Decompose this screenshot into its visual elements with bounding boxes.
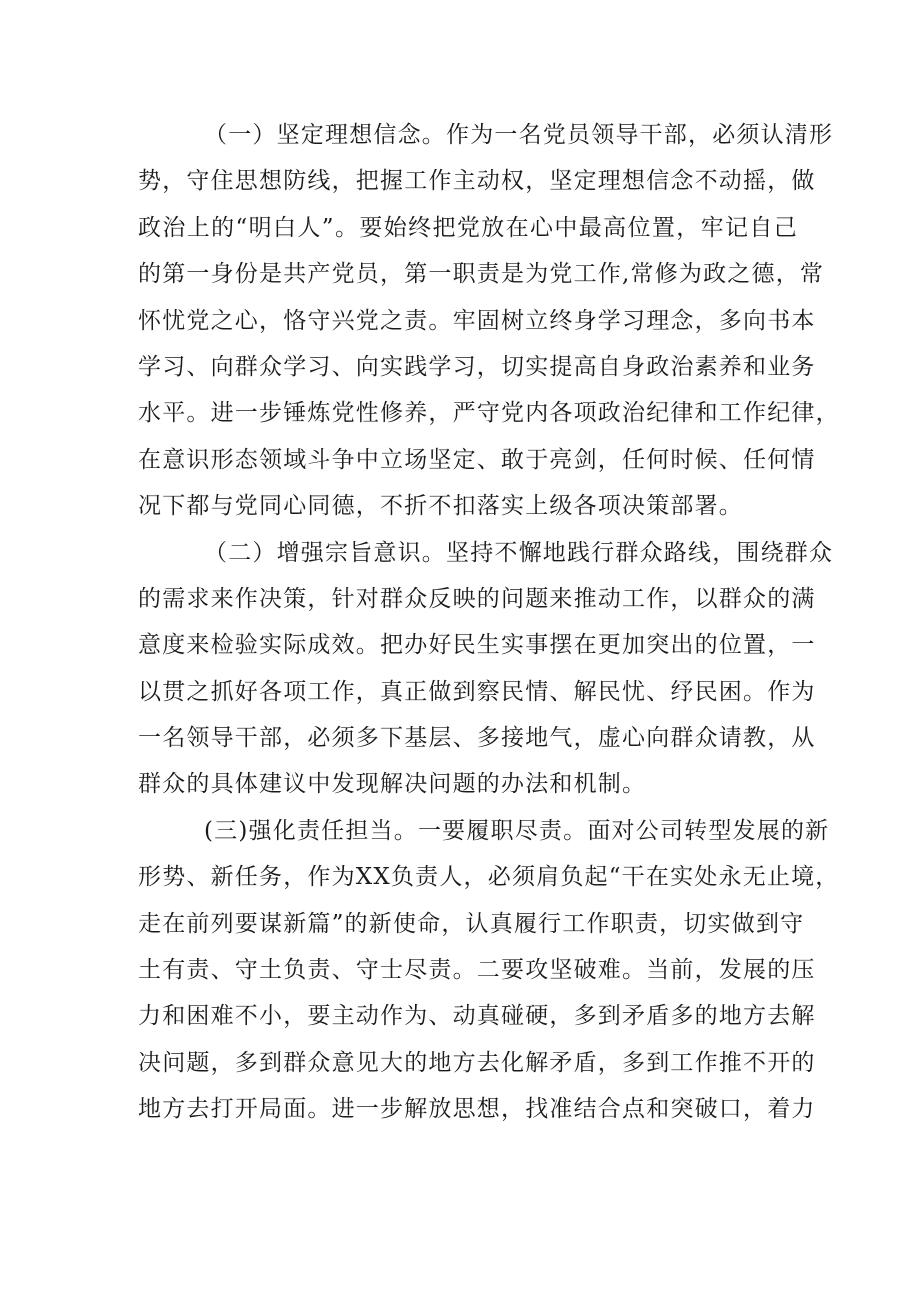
paragraph-line: （一）坚定理想信念。作为一名党员领导干部，必须认清形 — [204, 122, 834, 148]
paragraph-line: 力和困难不小，要主动作为、动真碰硬，多到矛盾多的地方去解 — [138, 1003, 816, 1030]
paragraph-line: 水平。进一步锤炼党性修养，严守党内各项政治纪律和工作纪律， — [138, 400, 840, 427]
paragraph-line: 况下都与党同心同德，不折不扣落实上级各项决策部署。 — [138, 493, 743, 520]
paragraph-3 — [138, 808, 840, 1133]
paragraph-1 — [138, 112, 840, 530]
paragraph-line: 形势、新任务，作为XX负责人，必须肩负起“干在实处永无止境， — [138, 864, 840, 891]
paragraph-line: 土有责、守土负责、守士尽责。二要攻坚破难。当前，发展的压 — [138, 957, 816, 984]
paragraph-2 — [138, 530, 834, 808]
paragraph-line: 怀忧党之心，恪守兴党之责。牢固树立终身学习理念，多向书本 — [138, 307, 816, 334]
paragraph-line: 的第一身份是共产党员，第一职责是为党工作,常修为政之德，常 — [138, 261, 825, 288]
paragraph-line: 地方去打开局面。进一步解放思想，找准结合点和突破口，着力 — [138, 1096, 816, 1123]
paragraph-line: 一名领导干部，必须多下基层、多接地气，虚心向群众请教，从 — [138, 725, 816, 752]
paragraph-line: (三)强化责任担当。一要履职尽责。面对公司转型发展的新 — [204, 817, 830, 844]
document-body — [138, 112, 840, 1133]
paragraph-line: 在意识形态领域斗争中立场坚定、敢于亮剑，任何时候、任何情 — [138, 446, 816, 473]
paragraph-line: （二）增强宗旨意识。坚持不懈地践行群众路线，围绕群众 — [204, 539, 834, 566]
paragraph-line: 以贯之抓好各项工作，真正做到察民情、解民忧、纾民困。作为 — [138, 678, 816, 705]
paragraph-line: 决问题，多到群众意见大的地方去化解矛盾，多到工作推不开的 — [138, 1049, 816, 1076]
paragraph-line: 走在前列要谋新篇”的新使命，认真履行工作职责，切实做到守 — [138, 910, 805, 937]
paragraph-line: 政治上的“明白人”。要始终把党放在心中最高位置，牢记自己 — [138, 214, 798, 241]
paragraph-line: 的需求来作决策，针对群众反映的问题来推动工作，以群众的满 — [138, 585, 816, 612]
paragraph-line: 势，守住思想防线，把握工作主动权，坚定理想信念不动摇，做 — [138, 168, 816, 195]
paragraph-line: 群众的具体建议中发现解决问题的办法和机制。 — [138, 771, 647, 798]
paragraph-line: 学习、向群众学习、向实践学习，切实提高自身政治素养和业务 — [138, 353, 816, 380]
paragraph-line: 意度来检验实际成效。把办好民生实事摆在更加突出的位置，一 — [138, 632, 816, 659]
